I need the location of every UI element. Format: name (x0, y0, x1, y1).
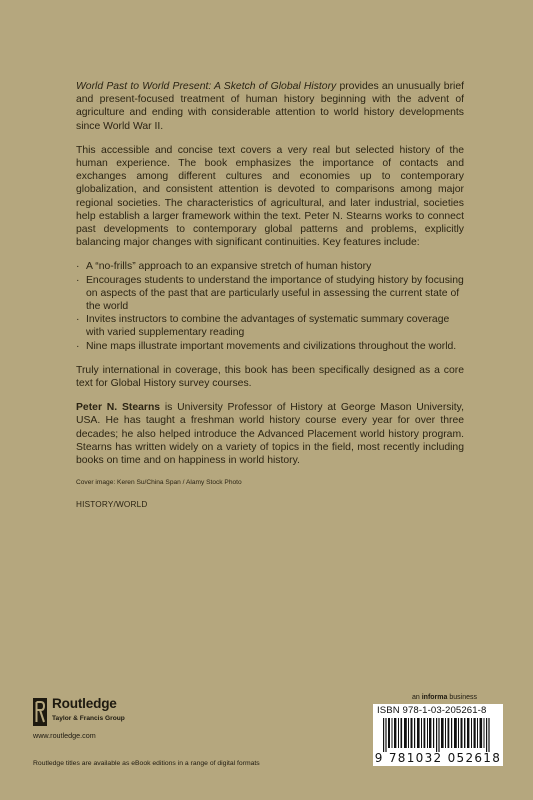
intro-paragraph (76, 80, 464, 133)
cover-credit: Cover image: Keren Su/China Span / Alamy Stock Photo (76, 479, 242, 487)
informa-brand: informa (421, 694, 448, 701)
author-bio-text: is University Professor of History at George Mason University, USA. He has taught a freshman world history course every year for over three decades; he also helped introduce the Advanced Placement world history program. Stearns has written widely on a variety of topics in the field, most recently including books on time and on happiness in world history. (76, 402, 464, 467)
description-paragraph: This accessible and concise text covers a very real but selected history of the human experience. The book emphasizes the importance of contacts and exchanges among different cultures and economies up to contemporary globalization, and consistent attention is devoted to comparisons among major regional societies. The characteristics of agricultural, and later industrial, societies help establish a larger framework within the text. Peter N. Stearns works to connect past developments to contemporary global patterns and problems, explicitly balancing major changes with significant continuities. Key features include: (76, 144, 464, 249)
publisher-name: Routledge (52, 696, 117, 711)
barcode-digits: 9 781032 052618 (374, 751, 502, 765)
subject-category: HISTORY/WORLD (76, 500, 148, 510)
feature-item: · Encourages students to understand the importance of studying history by focusing on aspects of the past that are particularly useful in assessing the current state of the world (76, 274, 464, 314)
publisher-url[interactable]: www.routledge.com (33, 731, 96, 740)
feature-item: · A “no-frills” approach to an expansive stretch of human history (76, 260, 464, 273)
coverage-paragraph: Truly international in coverage, this book has been specifically designed as a core text for Global History survey courses. (76, 364, 464, 390)
isbn-label: ISBN 978-1-03-205261-8 (377, 705, 487, 716)
routledge-r-icon (33, 698, 47, 726)
feature-item: · Invites instructors to combine the advantages of systematic summary coverage with varied supplementary reading (76, 313, 464, 339)
author-bio (76, 401, 464, 467)
publisher-group: Taylor & Francis Group (52, 715, 125, 722)
book-title: World Past to World Present: A Sketch of Global History (76, 81, 337, 92)
intro-text: provides an unusually brief and present-focused treatment of human history beginning with the advent of agriculture and ending with considerable attention to world history developments since World War II. (76, 81, 465, 132)
key-features-list (76, 260, 464, 352)
publisher-logo (33, 696, 163, 742)
barcode (373, 704, 503, 766)
author-name: Peter N. Stearns (76, 402, 161, 414)
feature-item: · Nine maps illustrate important movements and civilizations throughout the world. (76, 340, 464, 353)
blurb (76, 80, 464, 522)
informa-tagline: an informa business (412, 694, 477, 701)
ebook-note: Routledge titles are available as eBook editions in a range of digital formats (33, 760, 260, 767)
barcode-bars-icon (383, 718, 493, 752)
